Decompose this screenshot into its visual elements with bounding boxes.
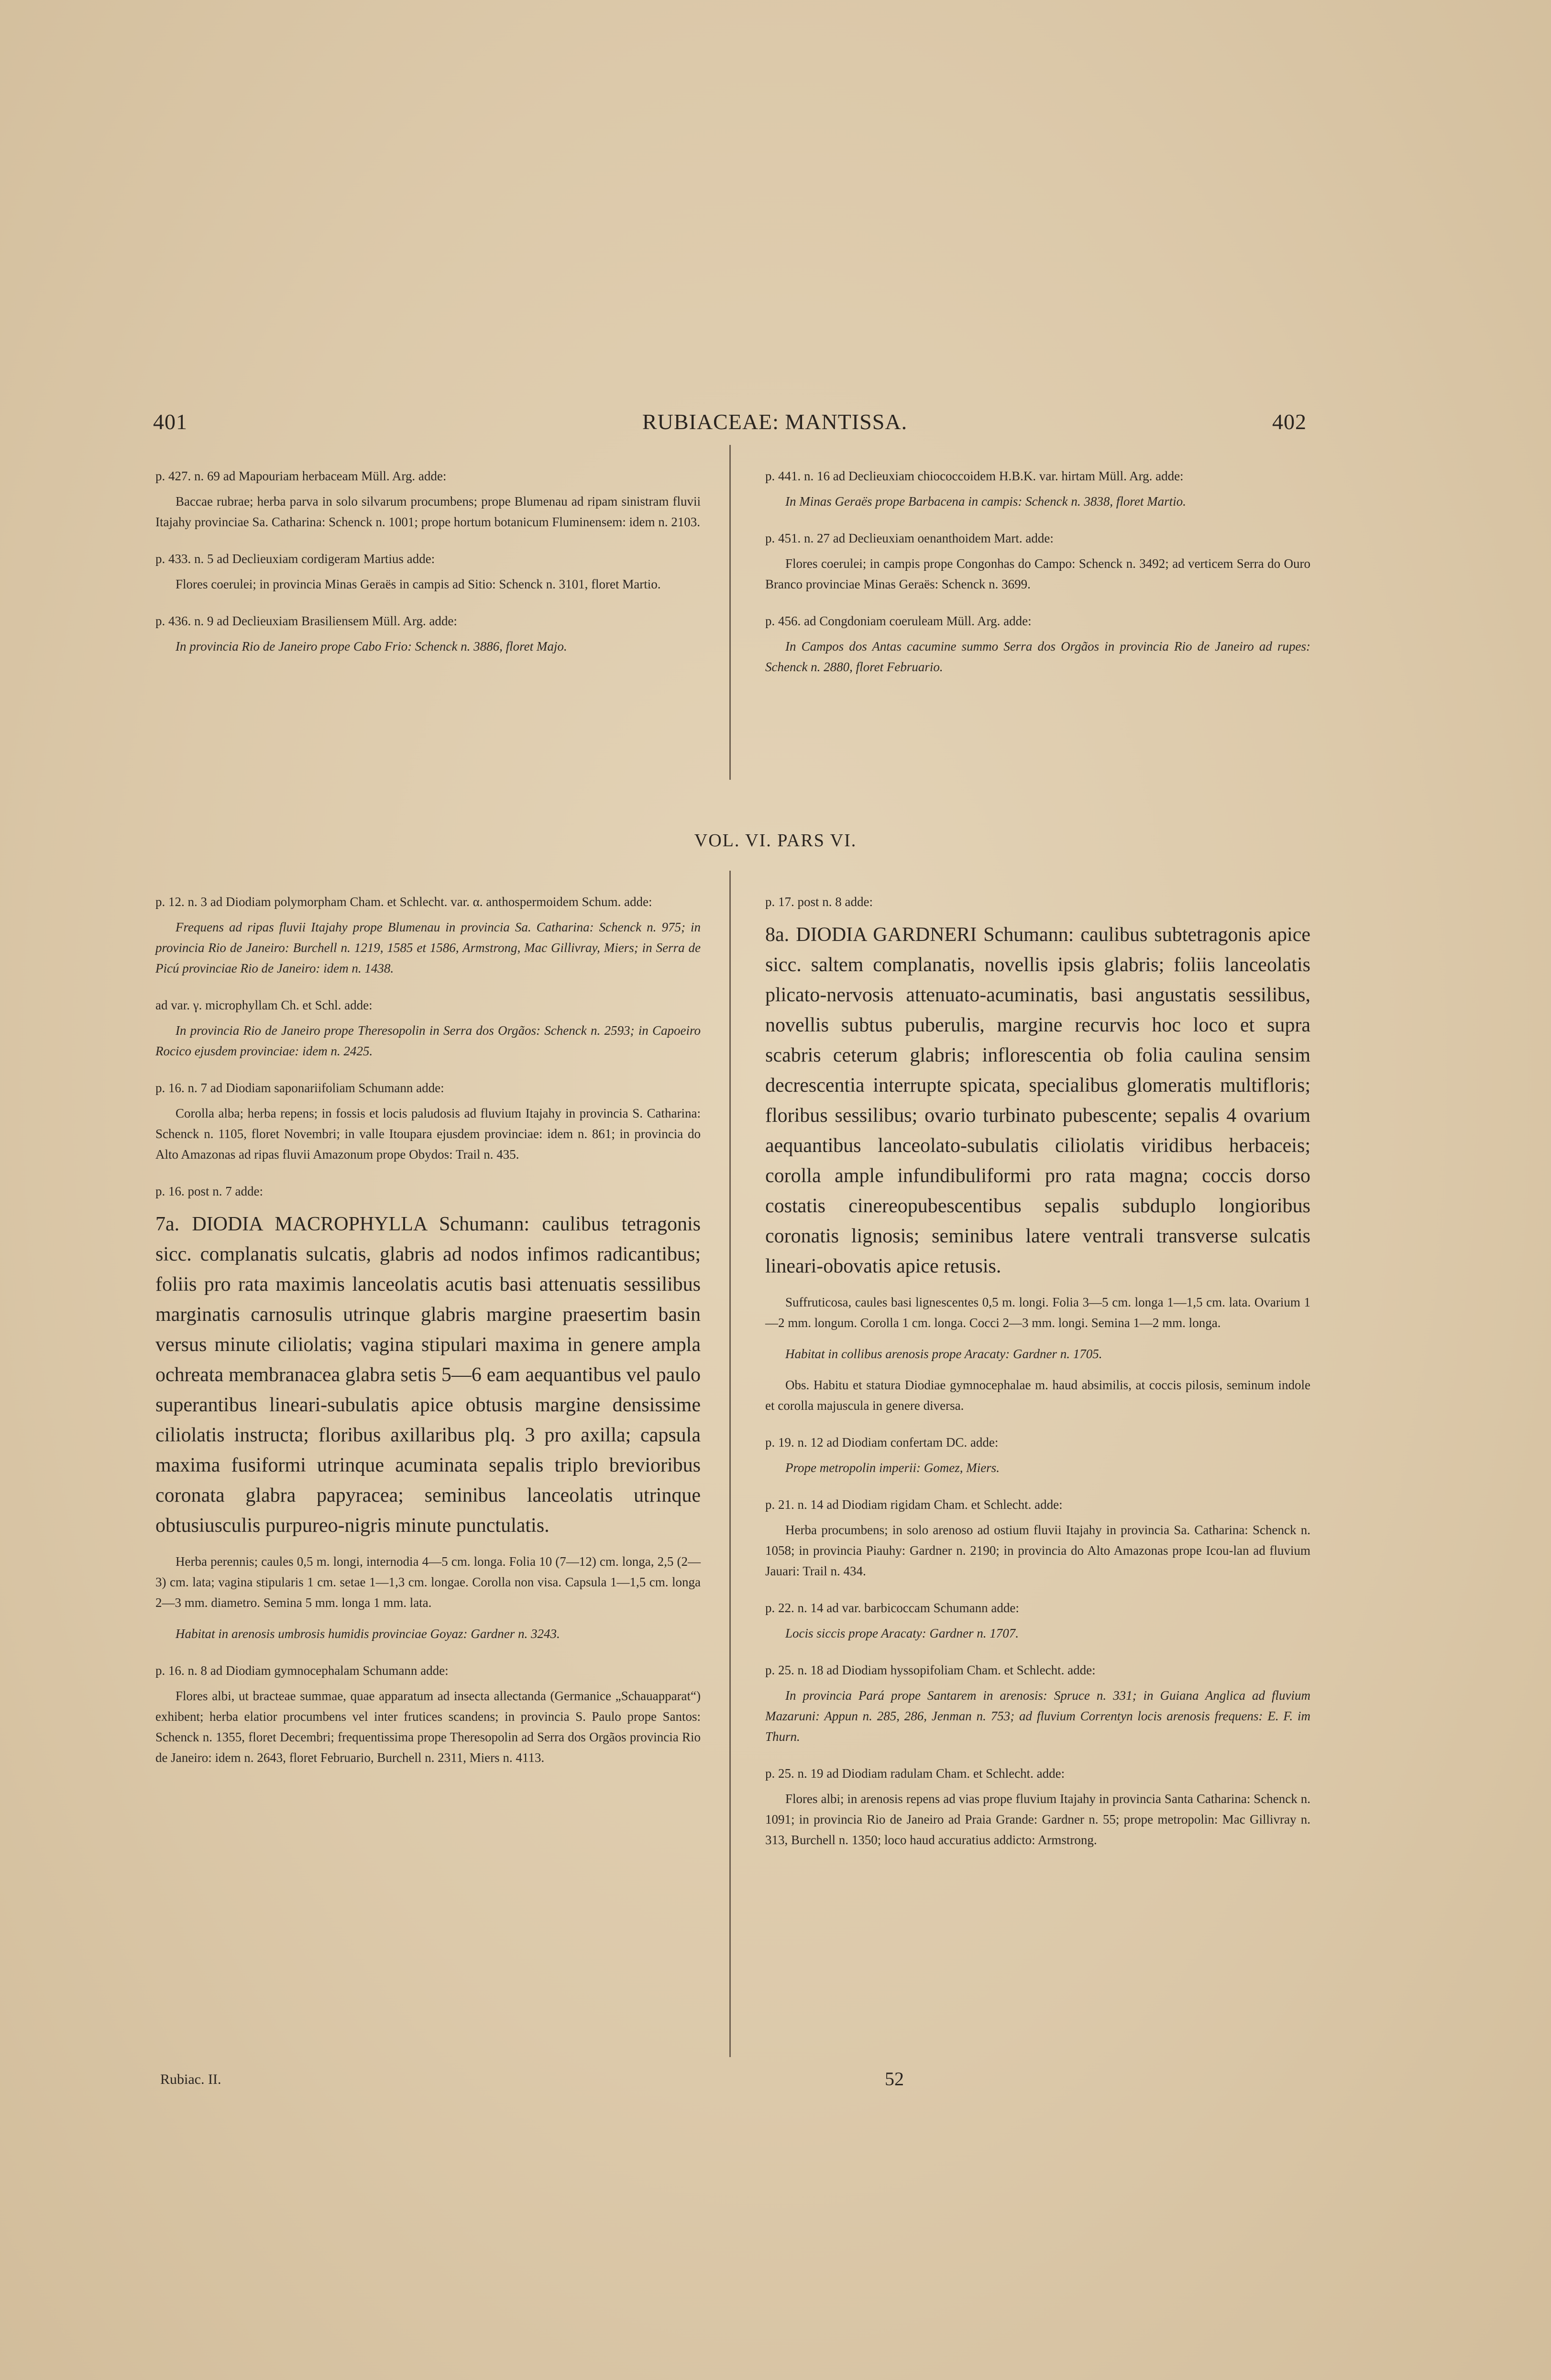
entry-reference: p. 433. n. 5 ad Declieuxiam cordigeram Martius adde: bbox=[155, 552, 435, 566]
species-description: 7a. DIODIA MACROPHYLLA Schumann: caulibus tetragonis sicc. complanatis sulcatis, glabris ad nodos infimos radicantibus; foliis pro rata maximis lanceolatis acutis basi attenuatis sessilibus marginatis carnosulis utrinque glabris margine praesertim basin versus minute ciliolatis; vagina stipulari maxima in genere ampla ochreata membranacea glabra setis 5—6 eam aequantibus vel paulo superantibus lineari-subulatis apice obtusis margine densissime ciliolatis instructa; floribus axillaribus plq. 3 pro axilla; capsula maxima fusiformi utrinque acuminata sepalis triplo brevioribus coronata glabra papyracea; seminibus lanceolatis utrinque obtusiusculis purpureo-nigris minute punctulatis. bbox=[155, 1213, 701, 1537]
species-description: 8a. DIODIA GARDNERI Schumann: caulibus subtetragonis apice sicc. saltem complanatis, novellis ipsis glabris; foliis lanceolatis plicato-nervosis attenuato-acuminatis, basi angustatis sessilibus, novellis subtus puberulis, margine recurvis hoc loco et supra scabris ceterum glabris; inflorescentia ob folia caulina sensim decrescentia interrupte spicata, specialibus glomeratis multifloris; floribus sessilibus; ovario turbinato pubescente; sepalis 4 ovarium aequantibus lanceolato-subulatis ciliolatis viridibus herbaceis; corolla ample infundibuliformi pro rata magna; coccis dorso costatis cinereopubescentibus sepalis subduplo longioribus coronatis lignosis; seminibus latere ventrali transverse sulcatis lineari-obovatis apice retusis. bbox=[765, 924, 1310, 1277]
entry-reference: p. 12. n. 3 ad Diodiam polymorpham Cham. et Schlecht. var. α. anthospermoidem Schum. adde: bbox=[155, 895, 652, 909]
column-rule-bottom bbox=[729, 871, 731, 2057]
column-rule-top bbox=[729, 445, 731, 780]
entry-text: In provincia Rio de Janeiro prope Cabo Frio: Schenck n. 3886, floret Majo. bbox=[176, 639, 567, 653]
entry-text: Suffruticosa, caules basi lignescentes 0,5 m. longi. Folia 3—5 cm. longa 1—1,5 cm. lata. Ovarium 1—2 mm. longum. Corolla 1 cm. longa. Cocci 2—3 mm. longi. Semina 1—2 mm. longa. bbox=[765, 1295, 1310, 1330]
entry-reference: p. 436. n. 9 ad Declieuxiam Brasiliensem Müll. Arg. adde: bbox=[155, 614, 457, 628]
page-number-right: 402 bbox=[1272, 410, 1307, 434]
entry-reference: p. 456. ad Congdoniam coeruleam Müll. Arg. adde: bbox=[765, 614, 1032, 628]
entry-reference: p. 21. n. 14 ad Diodiam rigidam Cham. et Schlecht. adde: bbox=[765, 1497, 1063, 1512]
bottom-left-column bbox=[155, 875, 701, 1768]
entry-reference: p. 16. n. 8 ad Diodiam gymnocephalam Schumann adde: bbox=[155, 1663, 449, 1678]
signature-mark: Rubiac. II. bbox=[160, 2071, 221, 2087]
entry-text: Baccae rubrae; herba parva in solo silvarum procumbens; prope Blumenau ad ripam sinistram fluvii Itajahy provinciae Sa. Catharina: Schenck n. 1001; prope hortum botanicum Fluminensem: idem n. 2103. bbox=[155, 494, 701, 529]
entry-text: Habitat in collibus arenosis prope Aracaty: Gardner n. 1705. bbox=[785, 1347, 1102, 1361]
entry-reference: p. 19. n. 12 ad Diodiam confertam DC. adde: bbox=[765, 1435, 999, 1450]
entry-text: In Minas Geraës prope Barbacena in campis: Schenck n. 3838, floret Martio. bbox=[785, 494, 1186, 509]
entry-text: Corolla alba; herba repens; in fossis et locis paludosis ad fluvium Itajahy in provincia S. Catharina: Schenck n. 1105, floret Novembri; in valle Itoupara ejusdem provinciae: idem n. 861; in provincia do Alto Amazonas ad ripas fluvii Amazonum prope Obydos: Trail n. 435. bbox=[155, 1106, 701, 1162]
top-right-column bbox=[765, 450, 1310, 677]
running-title: RUBIACEAE: MANTISSA. bbox=[642, 410, 908, 434]
page-number-left: 401 bbox=[153, 410, 187, 434]
entry-reference: p. 25. n. 18 ad Diodiam hyssopifoliam Cham. et Schlecht. adde: bbox=[765, 1663, 1096, 1677]
entry-reference: p. 441. n. 16 ad Declieuxiam chiococcoidem H.B.K. var. hirtam Müll. Arg. adde: bbox=[765, 469, 1184, 483]
sheet-number: 52 bbox=[885, 2068, 904, 2090]
bottom-right-column bbox=[765, 875, 1310, 1850]
entry-text: Flores coerulei; in campis prope Congonhas do Campo: Schenck n. 3492; ad verticem Serra do Ouro Branco provinciae Minas Geraës: Schenck n. 3699. bbox=[765, 556, 1310, 591]
entry-text: Flores albi, ut bracteae summae, quae apparatum ad insecta allectanda (Germanice „Schauapparat“) exhibent; herba elatior procumbens vel inter frutices scandens; in provincia S. Paulo prope Santos: Schenck n. 1355, floret Decembri; frequentissima prope Theresopolin ad Serra dos Orgãos provincia Rio de Janeiro: idem n. 2643, floret Februario, Burchell n. 2311, Miers n. 4113. bbox=[155, 1689, 701, 1765]
entry-text: In provincia Pará prope Santarem in arenosis: Spruce n. 331; in Guiana Anglica ad fluvium Mazaruni: Appun n. 285, 286, Jenman n. 753; ad fluvium Correntyn locis arenosis frequens: E. F. im Thurn. bbox=[765, 1688, 1310, 1744]
entry-reference: ad var. γ. microphyllam Ch. et Schl. adde: bbox=[155, 998, 373, 1012]
entry-reference: p. 16. n. 7 ad Diodiam saponariifoliam Schumann adde: bbox=[155, 1081, 444, 1095]
entry-reference: p. 17. post n. 8 adde: bbox=[765, 895, 873, 909]
entry-reference: p. 451. n. 27 ad Declieuxiam oenanthoidem Mart. adde: bbox=[765, 531, 1054, 545]
entry-text: Habitat in arenosis umbrosis humidis provinciae Goyaz: Gardner n. 3243. bbox=[176, 1627, 560, 1641]
section-title: VOL. VI. PARS VI. bbox=[694, 830, 857, 851]
top-left-column bbox=[155, 450, 701, 657]
entry-text: Obs. Habitu et statura Diodiae gymnocephalae m. haud absimilis, at coccis pilosis, seminum indole et corolla majuscula in genere diversa. bbox=[765, 1378, 1310, 1413]
entry-text: In provincia Rio de Janeiro prope Theresopolin in Serra dos Orgãos: Schenck n. 2593; in Capoeiro Rocico ejusdem provinciae: idem n. 2425. bbox=[155, 1023, 701, 1058]
entry-text: Flores coerulei; in provincia Minas Geraës in campis ad Sitio: Schenck n. 3101, floret Martio. bbox=[176, 577, 661, 591]
entry-text: Locis siccis prope Aracaty: Gardner n. 1707. bbox=[785, 1626, 1019, 1640]
entry-reference: p. 22. n. 14 ad var. barbicoccam Schumann adde: bbox=[765, 1601, 1019, 1615]
entry-reference: p. 16. post n. 7 adde: bbox=[155, 1184, 263, 1198]
entry-text: Prope metropolin imperii: Gomez, Miers. bbox=[785, 1461, 1000, 1475]
entry-text: In Campos dos Antas cacumine summo Serra dos Orgãos in provincia Rio de Janeiro ad rupes: Schenck n. 2880, floret Februario. bbox=[765, 639, 1310, 674]
entry-text: Flores albi; in arenosis repens ad vias prope fluvium Itajahy in provincia Santa Catharina: Schenck n. 1091; in provincia Rio de Janeiro ad Praia Grande: Gardner n. 55; prope metropolin: Mac Gillivray n. 313, Burchell n. 1350; loco haud accuratius addicto: Armstrong. bbox=[765, 1792, 1310, 1847]
entry-text: Herba perennis; caules 0,5 m. longi, internodia 4—5 cm. longa. Folia 10 (7—12) cm. longa, 2,5 (2—3) cm. lata; vagina stipularis 1 cm. setae 1—1,3 cm. longae. Corolla non visa. Capsula 1—1,5 cm. longa 2—3 mm. diametro. Semina 5 mm. longa 1 mm. lata. bbox=[155, 1554, 701, 1610]
entry-text: Frequens ad ripas fluvii Itajahy prope Blumenau in provincia Sa. Catharina: Schenck n. 975; in provincia Rio de Janeiro: Burchell n. 1219, 1585 et 1586, Armstrong, Mac Gillivray, Miers; in Serra de Picú provinciae Rio de Janeiro: idem n. 1438. bbox=[155, 920, 701, 975]
entry-reference: p. 427. n. 69 ad Mapouriam herbaceam Müll. Arg. adde: bbox=[155, 469, 447, 483]
entry-reference: p. 25. n. 19 ad Diodiam radulam Cham. et Schlecht. adde: bbox=[765, 1766, 1065, 1781]
entry-text: Herba procumbens; in solo arenoso ad ostium fluvii Itajahy in provincia Sa. Catharina: Schenck n. 1058; in provincia Piauhy: Gardner n. 2190; in provincia do Alto Amazonas prope Icou-lan ad fluvium Jauari: Trail n. 434. bbox=[765, 1523, 1310, 1578]
